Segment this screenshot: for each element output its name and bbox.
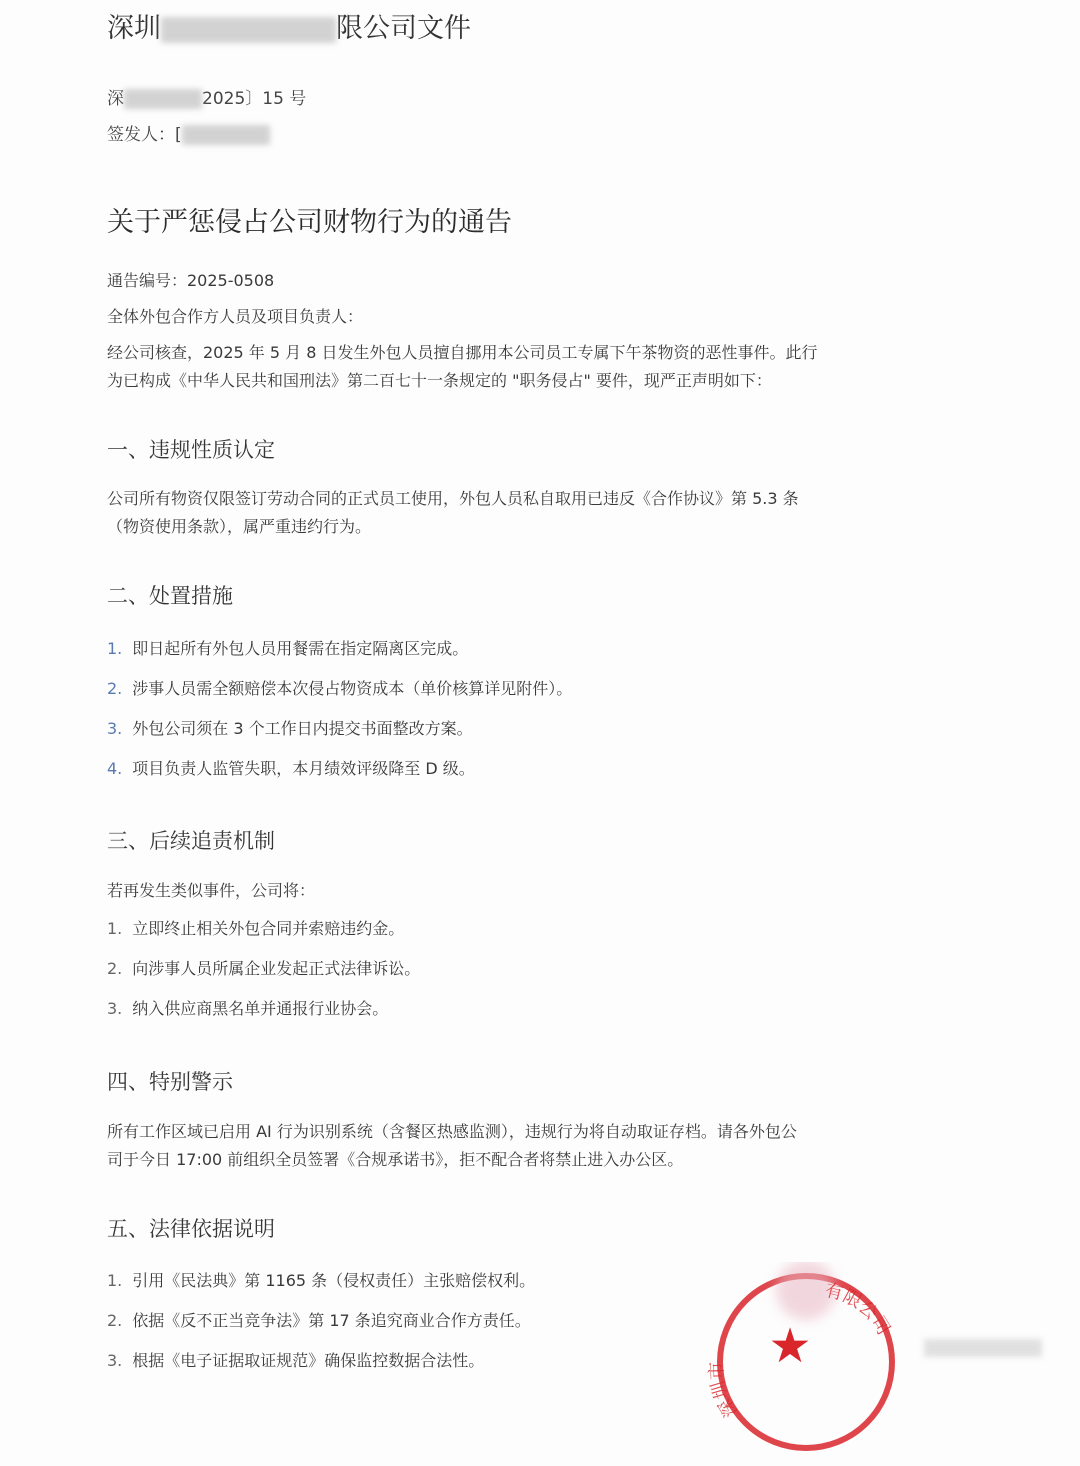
list-item xyxy=(107,716,473,739)
list-text: 外包公司须在 3 个工作日内提交书面整改方案。 xyxy=(132,719,473,738)
list-text: 涉事人员需全额赔偿本次侵占物资成本（单价核算详见附件）。 xyxy=(132,679,573,698)
list-number: 1. xyxy=(107,919,123,938)
document-number-end: 2025〕15 号 xyxy=(202,89,307,109)
list-number: 1. xyxy=(107,639,123,658)
list-text: 依据《反不正当竞争法》第 17 条追究商业合作方责任。 xyxy=(132,1311,531,1330)
section-5-heading: 五、法律依据说明 xyxy=(107,1217,275,1241)
notice-title: 关于严惩侵占公司财物行为的通告 xyxy=(107,207,512,238)
intro-line-2: 为已构成《中华人民共和国刑法》第二百七十一条规定的 "职务侵占" 要件，现严正声明如下： xyxy=(107,371,772,390)
section-1-line-2: （物资使用条款），属严重违约行为。 xyxy=(107,517,372,536)
list-item xyxy=(107,956,420,979)
notice-number: 通告编号：2025-0508 xyxy=(107,271,275,290)
section-1-line-1: 公司所有物资仅限签订劳动合同的正式员工使用，外包人员私自取用已违反《合作协议》第 5.3 条 xyxy=(107,489,799,508)
section-4-line-1: 所有工作区域已启用 AI 行为识别系统（含餐区热感监测），违规行为将自动取证存档。请各外包公 xyxy=(107,1122,797,1141)
list-item xyxy=(107,1348,484,1371)
watermark-blur xyxy=(924,1339,1042,1357)
signer-label: 签发人：[ xyxy=(107,125,182,145)
list-item xyxy=(107,916,404,939)
document-number xyxy=(107,84,306,109)
list-number: 2. xyxy=(107,679,123,698)
list-number: 2. xyxy=(107,1311,123,1330)
list-number: 3. xyxy=(107,999,123,1018)
seal-graphic xyxy=(706,1262,906,1462)
company-name xyxy=(107,6,471,45)
section-2-heading: 二、处置措施 xyxy=(107,584,233,608)
list-item xyxy=(107,676,572,699)
list-number: 2. xyxy=(107,959,123,978)
list-number: 4. xyxy=(107,759,123,778)
list-text: 向涉事人员所属企业发起正式法律诉讼。 xyxy=(132,959,421,978)
list-item xyxy=(107,636,468,659)
company-seal xyxy=(706,1262,906,1462)
list-number: 1. xyxy=(107,1271,123,1290)
list-text: 项目负责人监管失职，本月绩效评级降至 D 级。 xyxy=(132,759,475,778)
intro-line-1: 经公司核查，2025 年 5 月 8 日发生外包人员擅自挪用本公司员工专属下午茶物资的恶性事件。此行 xyxy=(107,343,818,362)
seal-star: ★ xyxy=(768,1318,812,1374)
redacted-signer-name xyxy=(182,125,270,145)
list-number: 3. xyxy=(107,719,123,738)
signer xyxy=(107,120,270,145)
section-4-heading: 四、特别警示 xyxy=(107,1070,233,1094)
list-text: 引用《民法典》第 1165 条（侵权责任）主张赔偿权利。 xyxy=(132,1271,536,1290)
list-number: 3. xyxy=(107,1351,123,1370)
redacted-doc-prefix xyxy=(124,89,202,109)
company-name-start: 深圳 xyxy=(107,13,161,44)
recipients: 全体外包合作方人员及项目负责人： xyxy=(107,307,364,326)
list-text: 纳入供应商黑名单并通报行业协会。 xyxy=(132,999,389,1018)
list-text: 即日起所有外包人员用餐需在指定隔离区完成。 xyxy=(132,639,469,658)
list-item xyxy=(107,1308,531,1331)
watermark xyxy=(924,1337,1042,1355)
list-item xyxy=(107,1268,535,1291)
list-item xyxy=(107,756,475,779)
seal-text-left: 深圳市 xyxy=(706,1361,742,1421)
redacted-company-name xyxy=(161,17,336,43)
document-number-start: 深 xyxy=(107,89,124,109)
list-text: 立即终止相关外包合同并索赔违约金。 xyxy=(132,919,405,938)
section-1-heading: 一、违规性质认定 xyxy=(107,438,275,462)
section-3-heading: 三、后续追责机制 xyxy=(107,829,275,853)
list-item xyxy=(107,996,388,1019)
seal-text-right: 有限公司 xyxy=(822,1279,894,1339)
company-name-end: 限公司文件 xyxy=(336,13,471,44)
list-text: 根据《电子证据取证规范》确保监控数据合法性。 xyxy=(132,1351,485,1370)
section-4-line-2: 司于今日 17:00 前组织全员签署《合规承诺书》，拒不配合者将禁止进入办公区。 xyxy=(107,1150,684,1169)
section-3-lead: 若再发生类似事件，公司将： xyxy=(107,881,316,900)
